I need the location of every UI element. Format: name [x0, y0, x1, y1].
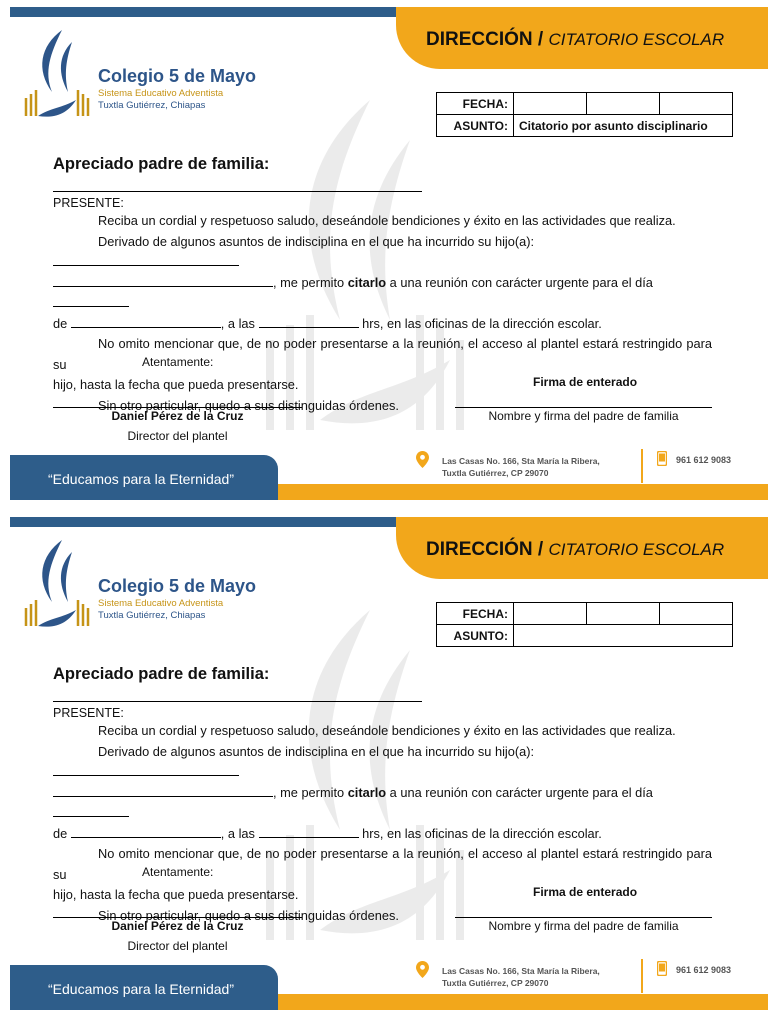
location-pin-icon: [416, 961, 429, 978]
document-title: [426, 29, 724, 51]
ack-signature-label: Firma de enterado: [533, 885, 638, 899]
meta-table: [436, 602, 733, 647]
greeting-underline: [53, 191, 422, 192]
office-text: hrs, en las oficinas de la dirección escolar.: [362, 825, 602, 841]
phone-number: 961 612 9083: [676, 965, 732, 975]
student-name-blank[interactable]: [53, 763, 239, 776]
fecha-label: FECHA:: [437, 603, 514, 625]
fecha-day-cell[interactable]: [514, 603, 587, 625]
director-signature-line[interactable]: [53, 407, 302, 408]
alas-text: , a las: [220, 825, 255, 841]
title-italic: CITATORIO ESCOLAR: [548, 30, 725, 49]
paragraph-closing: Sin otro particular, quedo a sus distinguidas órdenes.: [98, 907, 399, 923]
meta-table: [436, 92, 733, 137]
address-line-2: Tuxtla Gutiérrez, CP 29070: [442, 468, 549, 478]
parent-signature-label: Nombre y firma del padre de familia: [488, 409, 679, 423]
citarlo-bold: citarlo: [347, 784, 387, 800]
paragraph-greeting: Reciba un cordial y respetuoso saludo, deseándole bendiciones y éxito en las actividades que realiza.: [98, 213, 676, 228]
de-text: de: [53, 315, 68, 331]
phone-icon: [657, 451, 667, 466]
footer-divider: [641, 959, 643, 993]
meeting-text: a una reunión con carácter urgente para el día: [389, 784, 653, 800]
document-title: [426, 539, 724, 561]
director-signature-line[interactable]: [53, 917, 302, 918]
paragraph-reason-line3: [53, 824, 712, 845]
slogan: “Educamos para la Eternidad”: [48, 471, 234, 487]
greeting: Apreciado padre de familia:: [53, 665, 270, 683]
meeting-time-blank[interactable]: [259, 315, 359, 328]
greeting: Apreciado padre de familia:: [53, 155, 270, 173]
phone-number: 961 612 9083: [676, 455, 732, 465]
parent-signature-line[interactable]: [455, 407, 712, 408]
student-name-blank[interactable]: [53, 253, 239, 266]
paragraph-reason-line2: [53, 783, 712, 824]
address-line-1: Las Casas No. 166, Sta María la Ribera,: [442, 966, 600, 976]
title-bold: DIRECCIÓN: [426, 539, 533, 560]
fecha-day-cell[interactable]: [514, 93, 587, 115]
meeting-month-blank[interactable]: [71, 825, 221, 838]
paragraph-closing: Sin otro particular, quedo a sus distinguidas órdenes.: [98, 397, 399, 413]
asunto-value[interactable]: [514, 625, 733, 647]
paragraph-warning-line2: hijo, hasta la fecha que pueda presentarse.: [53, 377, 299, 392]
address-line-2: Tuxtla Gutiérrez, CP 29070: [442, 978, 549, 988]
meeting-time-blank[interactable]: [259, 825, 359, 838]
title-bold: DIRECCIÓN: [426, 29, 533, 50]
title-italic: CITATORIO ESCOLAR: [548, 540, 725, 559]
school-system: Sistema Educativo Adventista: [98, 598, 224, 609]
reason-text: Derivado de algunos asuntos de indisciplina en el que ha incurrido su hijo(a):: [98, 233, 535, 249]
student-name-blank-cont[interactable]: [53, 274, 273, 287]
address-line-1: Las Casas No. 166, Sta María la Ribera,: [442, 456, 600, 466]
citation-card-2: [0, 510, 768, 1010]
student-name-blank-cont[interactable]: [53, 784, 273, 797]
meeting-text: a una reunión con carácter urgente para el día: [389, 274, 653, 290]
meeting-day-blank[interactable]: [53, 294, 129, 307]
paragraph-warning: No omito mencionar que, de no poder presentarse a la reunión, el acceso al plantel estará restringido para su: [53, 336, 712, 372]
parent-signature-line[interactable]: [455, 917, 712, 918]
present-label: PRESENTE:: [53, 196, 124, 210]
regards-label: Atentamente:: [142, 865, 214, 879]
regards-label: Atentamente:: [142, 355, 214, 369]
paragraph-reason-line2: [53, 273, 712, 314]
title-separator: /: [537, 539, 544, 560]
title-separator: /: [537, 29, 544, 50]
footer-orange-band: [278, 484, 768, 500]
reason-text: Derivado de algunos asuntos de indisciplina en el que ha incurrido su hijo(a):: [98, 743, 535, 759]
director-name: Daniel Pérez de la Cruz: [111, 919, 244, 933]
location-pin-icon: [416, 451, 429, 468]
citation-card-1: [0, 0, 768, 500]
meeting-month-blank[interactable]: [71, 315, 221, 328]
permit-text: , me permito: [273, 274, 345, 290]
alas-text: , a las: [220, 315, 255, 331]
school-location: Tuxtla Gutiérrez, Chiapas: [98, 100, 206, 111]
footer-divider: [641, 449, 643, 483]
phone-icon: [657, 961, 667, 976]
paragraph-reason: [53, 742, 712, 783]
header-blue-bar: [10, 7, 410, 17]
permit-text: , me permito: [273, 784, 345, 800]
school-logo-icon: [22, 28, 92, 120]
school-name: Colegio 5 de Mayo: [98, 66, 257, 86]
footer-orange-band: [278, 994, 768, 1010]
ack-signature-label: Firma de enterado: [533, 375, 638, 389]
fecha-label: FECHA:: [437, 93, 514, 115]
office-text: hrs, en las oficinas de la dirección escolar.: [362, 315, 602, 331]
citarlo-bold: citarlo: [347, 274, 387, 290]
director-role: Director del plantel: [127, 429, 228, 443]
paragraph-warning-line2: hijo, hasta la fecha que pueda presentarse.: [53, 887, 299, 902]
director-role: Director del plantel: [127, 939, 228, 953]
fecha-month-cell[interactable]: [587, 603, 660, 625]
asunto-label: ASUNTO:: [437, 115, 514, 137]
paragraph-reason-line3: [53, 314, 712, 335]
school-location: Tuxtla Gutiérrez, Chiapas: [98, 610, 206, 621]
asunto-value[interactable]: Citatorio por asunto disciplinario: [514, 115, 733, 137]
fecha-month-cell[interactable]: [587, 93, 660, 115]
de-text: de: [53, 825, 68, 841]
school-logo-icon: [22, 538, 92, 630]
director-name: Daniel Pérez de la Cruz: [111, 409, 244, 423]
parent-signature-label: Nombre y firma del padre de familia: [488, 919, 679, 933]
meeting-day-blank[interactable]: [53, 804, 129, 817]
slogan: “Educamos para la Eternidad”: [48, 981, 234, 997]
greeting-underline: [53, 701, 422, 702]
paragraph-warning: No omito mencionar que, de no poder presentarse a la reunión, el acceso al plantel estará restringido para su: [53, 846, 712, 882]
fecha-year-cell[interactable]: [660, 603, 733, 625]
school-system: Sistema Educativo Adventista: [98, 88, 224, 99]
present-label: PRESENTE:: [53, 706, 124, 720]
paragraph-reason: [53, 232, 712, 273]
paragraph-greeting: Reciba un cordial y respetuoso saludo, deseándole bendiciones y éxito en las actividades que realiza.: [98, 723, 676, 738]
fecha-year-cell[interactable]: [660, 93, 733, 115]
asunto-label: ASUNTO:: [437, 625, 514, 647]
school-name: Colegio 5 de Mayo: [98, 576, 257, 596]
header-blue-bar: [10, 517, 410, 527]
